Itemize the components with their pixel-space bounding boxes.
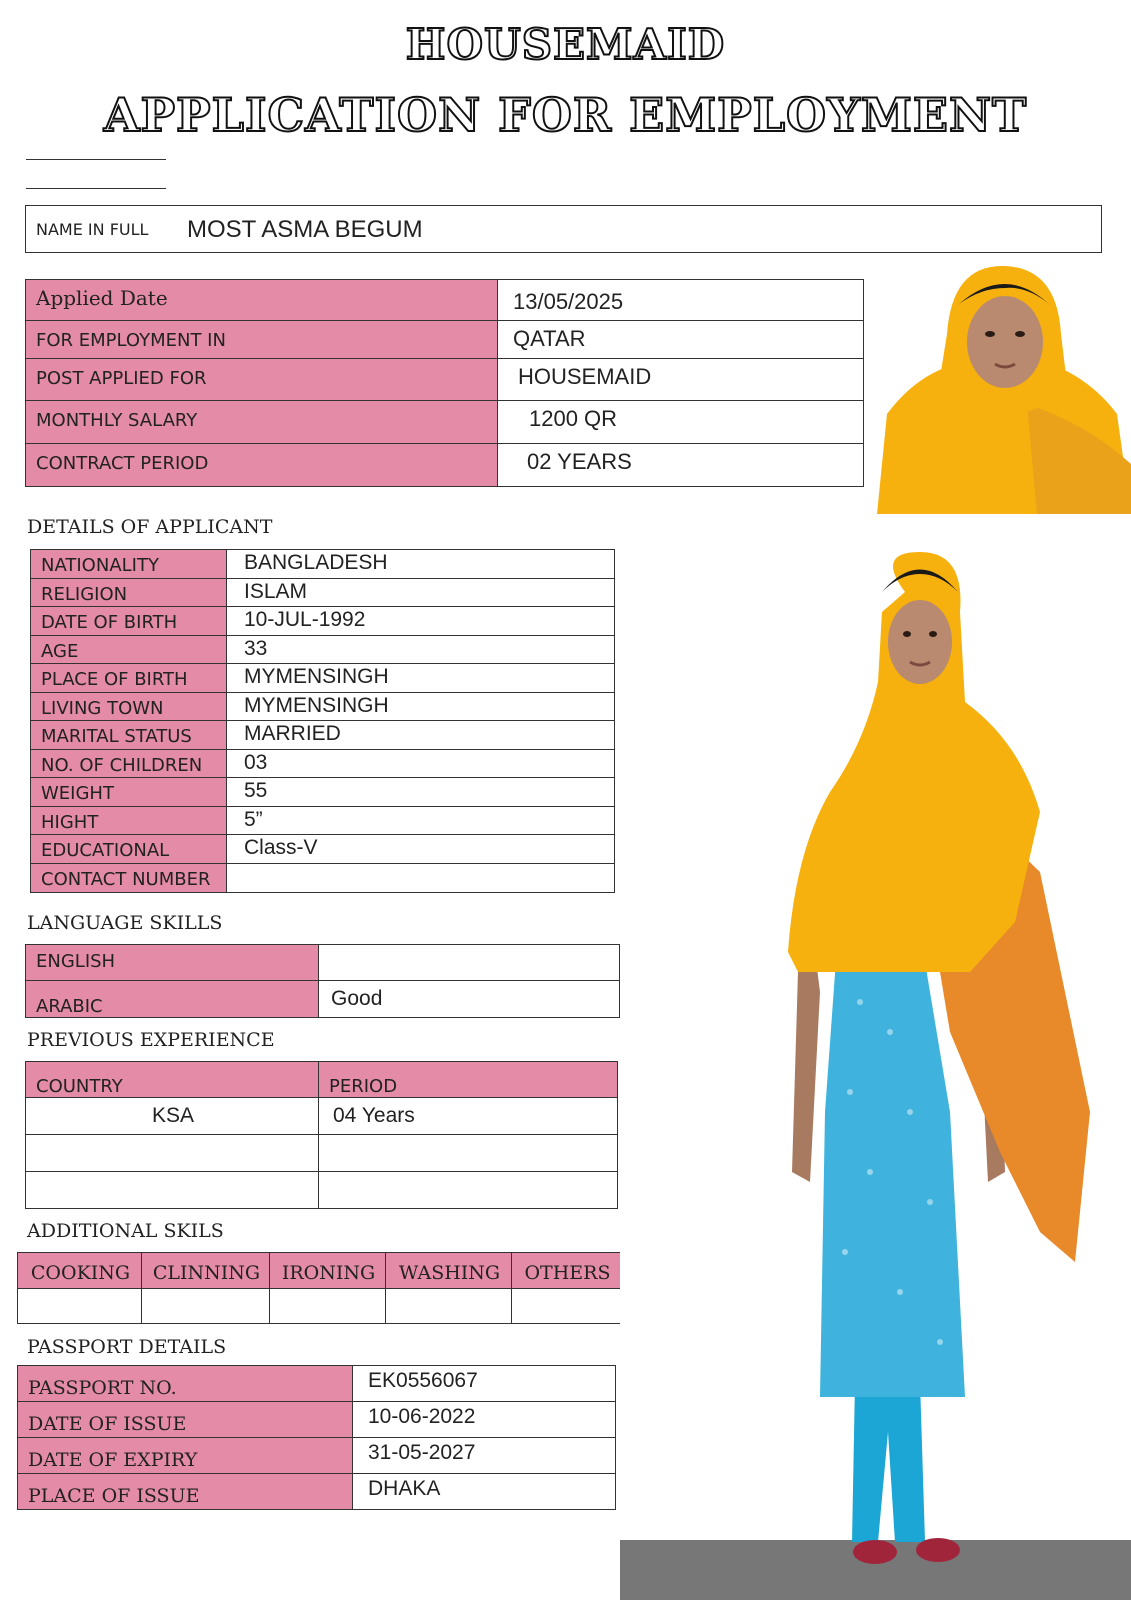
- summary-label: FOR EMPLOYMENT IN: [36, 330, 226, 351]
- details-label: AGE: [41, 641, 79, 662]
- skill-check-cell[interactable]: [141, 1288, 270, 1324]
- language-label: ARABIC: [36, 996, 103, 1017]
- summary-label-cell: [25, 320, 498, 359]
- summary-value: 02 YEARS: [527, 449, 632, 474]
- summary-value: HOUSEMAID: [518, 364, 652, 389]
- language-value: Good: [331, 987, 383, 1010]
- details-value-cell: [226, 749, 615, 779]
- skill-header: IRONING: [281, 1262, 376, 1284]
- experience-period-cell: [318, 1097, 618, 1135]
- details-label-cell: [30, 606, 227, 636]
- summary-value-cell: [497, 400, 864, 444]
- passport-value-cell: [352, 1437, 616, 1474]
- skill-header-cell: [141, 1252, 270, 1289]
- summary-value: 1200 QR: [529, 406, 618, 431]
- details-label-cell: [30, 863, 227, 893]
- applicant-portrait-photo: [877, 264, 1131, 514]
- language-value-cell: [318, 944, 620, 981]
- details-value-cell: [226, 834, 615, 864]
- details-value-cell: [226, 777, 615, 807]
- summary-label-cell: [25, 400, 498, 444]
- details-heading: DETAILS OF APPLICANT: [27, 516, 273, 538]
- language-value-cell: [318, 980, 620, 1018]
- name-value: MOST ASMA BEGUM: [187, 216, 423, 243]
- passport-value: DHAKA: [368, 1477, 441, 1500]
- skill-check-cell[interactable]: [269, 1288, 386, 1324]
- summary-label-cell: [25, 443, 498, 487]
- experience-country-header: COUNTRY: [25, 1061, 319, 1098]
- details-value: ISLAM: [244, 580, 308, 603]
- details-value: MYMENSINGH: [244, 665, 389, 688]
- skill-header: WASHING: [398, 1262, 501, 1284]
- experience-country-cell: [25, 1134, 319, 1172]
- details-label-cell: [30, 663, 227, 693]
- details-value-cell: [226, 806, 615, 836]
- details-label-cell: [30, 578, 227, 608]
- details-label: NO. OF CHILDREN: [41, 755, 203, 776]
- skill-check-cell[interactable]: [385, 1288, 512, 1324]
- passport-label-cell: [17, 1437, 353, 1474]
- experience-heading: PREVIOUS EXPERIENCE: [27, 1029, 275, 1051]
- details-value: BANGLADESH: [244, 551, 388, 574]
- details-label: RELIGION: [41, 584, 128, 605]
- experience-country-cell: [25, 1171, 319, 1209]
- details-value: 03: [244, 751, 268, 774]
- details-label: LIVING TOWN: [41, 698, 164, 719]
- details-label: NATIONALITY: [41, 555, 159, 576]
- details-value-cell: [226, 635, 615, 665]
- details-value: MYMENSINGH: [244, 694, 389, 717]
- summary-label: POST APPLIED FOR: [36, 368, 207, 389]
- details-label: CONTACT NUMBER: [41, 869, 211, 890]
- details-label-cell: [30, 806, 227, 836]
- details-value: Class-V: [244, 836, 318, 859]
- passport-label-cell: [17, 1473, 353, 1510]
- details-value: MARRIED: [244, 722, 341, 745]
- skill-header-cell: [385, 1252, 512, 1289]
- experience-country-cell: [25, 1097, 319, 1135]
- experience-period-cell: [318, 1171, 618, 1209]
- details-value-cell: [226, 578, 615, 608]
- language-heading: LANGUAGE SKILLS: [27, 912, 223, 934]
- details-label-cell: [30, 777, 227, 807]
- summary-value: QATAR: [513, 326, 586, 351]
- skill-header-cell: [511, 1252, 622, 1289]
- summary-label-cell: [25, 358, 498, 401]
- summary-value-cell: [497, 443, 864, 487]
- name-label: NAME IN FULL: [36, 220, 149, 239]
- details-value-cell: [226, 692, 615, 722]
- language-label-cell: [25, 944, 319, 981]
- passport-value: EK0556067: [368, 1369, 478, 1392]
- passport-value: 10-06-2022: [368, 1405, 476, 1428]
- passport-label-cell: [17, 1365, 353, 1402]
- details-label-cell: [30, 720, 227, 750]
- details-label-cell: [30, 749, 227, 779]
- skill-header: OTHERS: [524, 1262, 611, 1284]
- summary-label: MONTHLY SALARY: [36, 410, 198, 431]
- summary-value-cell: [497, 279, 864, 321]
- summary-label: Applied Date: [36, 286, 168, 310]
- details-value-cell: [226, 863, 615, 893]
- details-label-cell: [30, 635, 227, 665]
- skill-header-cell: [269, 1252, 386, 1289]
- details-value: 55: [244, 779, 268, 802]
- details-label: HIGHT: [41, 812, 99, 833]
- details-label: MARITAL STATUS: [41, 726, 192, 747]
- details-label: WEIGHT: [41, 783, 114, 804]
- passport-label: DATE OF ISSUE: [28, 1413, 187, 1435]
- details-value-cell: [226, 606, 615, 636]
- portrait-illustration: [877, 264, 1131, 514]
- passport-value-cell: [352, 1401, 616, 1438]
- passport-label: DATE OF EXPIRY: [28, 1449, 198, 1471]
- experience-country: KSA: [151, 1104, 195, 1127]
- skill-check-cell[interactable]: [17, 1288, 142, 1324]
- details-label-cell: [30, 834, 227, 864]
- details-value-cell: [226, 720, 615, 750]
- skills-heading: ADDITIONAL SKILS: [27, 1220, 224, 1242]
- summary-value-cell: [497, 358, 864, 401]
- details-value: 10-JUL-1992: [244, 608, 366, 631]
- skill-header: CLINNING: [152, 1262, 261, 1284]
- summary-label-cell: [25, 279, 498, 321]
- summary-value: 13/05/2025: [513, 289, 624, 314]
- blank-line-1: [26, 159, 166, 160]
- full-length-illustration: [620, 552, 1131, 1600]
- details-label: EDUCATIONAL: [41, 840, 170, 861]
- passport-value: 31-05-2027: [368, 1441, 476, 1464]
- details-value-cell: [226, 663, 615, 693]
- language-label: ENGLISH: [36, 951, 116, 972]
- details-label-cell: [30, 549, 227, 579]
- passport-label: PLACE OF ISSUE: [28, 1485, 200, 1507]
- summary-value-cell: [497, 320, 864, 359]
- summary-label: CONTRACT PERIOD: [36, 453, 209, 474]
- passport-label-cell: [17, 1401, 353, 1438]
- details-label: PLACE OF BIRTH: [41, 669, 188, 690]
- applicant-full-length-photo: [620, 552, 1131, 1600]
- form-title: HOUSEMAID: [405, 20, 726, 69]
- skill-header-cell: [17, 1252, 142, 1289]
- experience-period-cell: [318, 1134, 618, 1172]
- details-value: 5”: [244, 808, 263, 831]
- details-label-cell: [30, 692, 227, 722]
- passport-heading: PASSPORT DETAILS: [27, 1336, 227, 1358]
- experience-period: 04 Years: [333, 1104, 415, 1127]
- details-label: DATE OF BIRTH: [41, 612, 178, 633]
- passport-value-cell: [352, 1473, 616, 1510]
- language-label-cell: [25, 980, 319, 1018]
- details-value-cell: [226, 549, 615, 579]
- blank-line-2: [26, 188, 166, 189]
- name-row: [25, 205, 1102, 253]
- skill-header: COOKING: [30, 1262, 131, 1284]
- skill-check-cell[interactable]: [511, 1288, 622, 1324]
- passport-value-cell: [352, 1365, 616, 1402]
- passport-label: PASSPORT NO.: [28, 1377, 177, 1399]
- experience-period-header: PERIOD: [318, 1061, 618, 1098]
- details-value: 33: [244, 637, 268, 660]
- form-subtitle: APPLICATION FOR EMPLOYMENT: [103, 88, 1028, 142]
